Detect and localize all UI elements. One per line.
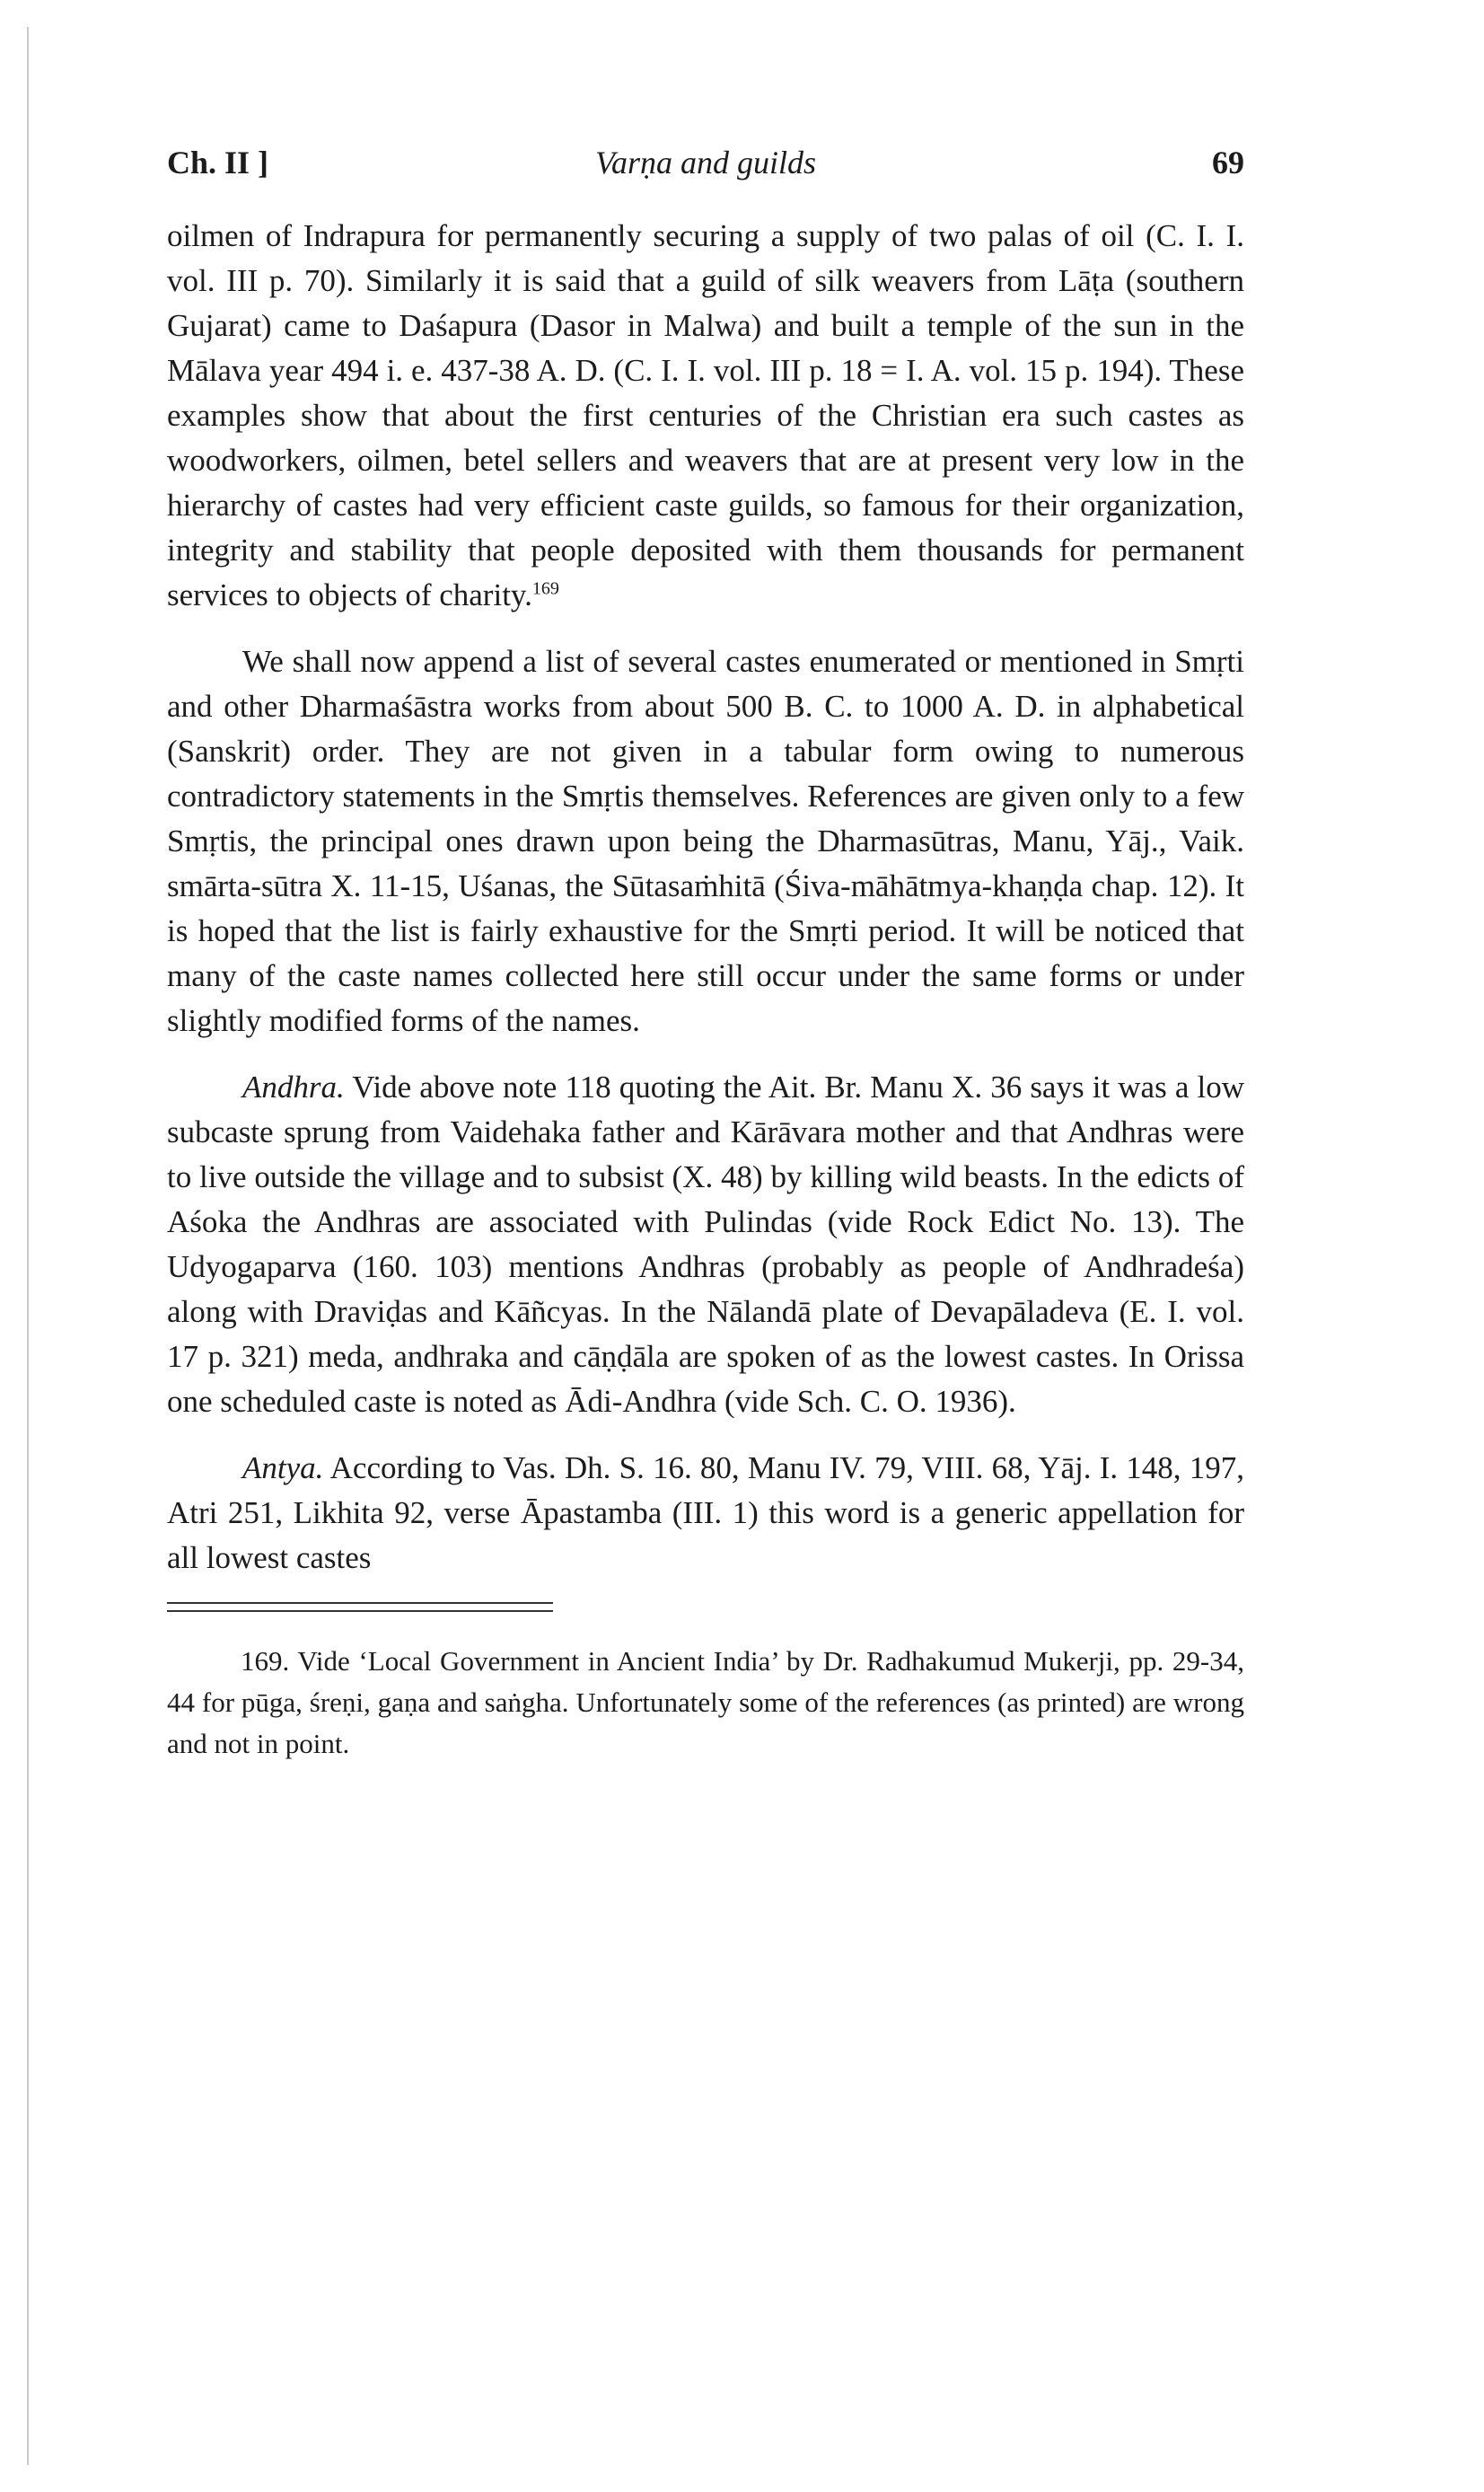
paragraph-continuation bbox=[167, 214, 1244, 618]
footnote-rule-top bbox=[167, 1602, 553, 1604]
paragraph-caste-list-intro bbox=[167, 639, 1244, 1043]
running-title: Varṇa and guilds bbox=[594, 145, 817, 181]
scan-margin-line bbox=[27, 27, 29, 2465]
footnote-reference: 169 bbox=[531, 578, 559, 599]
footnote-rule-bottom bbox=[167, 1610, 553, 1612]
paragraph-text: We shall now append a list of several castes enumerated or mentioned in Smṛti and other Dharmaśāstra works from about 500 B. C. to 1000 A. D. in alphabetical (Sanskrit) order. They are not given in a tabular form owing to numerous contradictory statements in the Smṛtis themselves. References are given only to a few Smṛtis, the principal ones drawn upon being the Dharmasūtras, Manu, Yāj., Vaik. smārta-sūtra X. 11-15, Uśanas, the Sūtasaṁhitā (Śiva-māhātmya-khaṇḍa chap. 12). It is hoped that the list is fairly exhaustive for the Smṛti period. It will be noticed that many of the caste names collected here still occur under the same forms or under slightly modified forms of the names. bbox=[167, 644, 1244, 1038]
entry-text: According to Vas. Dh. S. 16. 80, Manu IV. 79, VIII. 68, Yāj. I. 148, 197, Atri 251, Likhita 92, verse Āpastamba (III. 1) this word is a generic appellation for all lowest castes bbox=[167, 1450, 1244, 1575]
entry-andhra bbox=[167, 1065, 1244, 1424]
running-head bbox=[167, 144, 1244, 198]
book-page bbox=[167, 144, 1244, 1792]
entry-heading: Antya. bbox=[242, 1450, 324, 1485]
footnote-text: Vide ‘Local Government in Ancient India’ by Dr. Radhakumud Mukerji, pp. 29-34, 44 for pūga, śreṇi, gaṇa and saṅgha. Unfortunately some of the references (as printed) are wrong and not in point. bbox=[167, 1645, 1244, 1759]
entry-text: Vide above note 118 quoting the Ait. Br. Manu X. 36 says it was a low subcaste sprung from Vaidehaka father and Kārāvara mother and that Andhras were to live outside the village and to subsist (X. 48) by killing wild beasts. In the edicts of Aśoka the Andhras are associated with Pulindas (vide Rock Edict No. 13). The Udyogaparva (160. 103) mentions Andhras (probably as people of Andhradeśa) along with Draviḍas and Kāñcyas. In the Nālandā plate of Devapāladeva (E. I. vol. 17 p. 321) meda, andhraka and cāṇḍāla are spoken of as the lowest castes. In Orissa one scheduled caste is noted as Ādi-Andhra (vide Sch. C. O. 1936). bbox=[167, 1070, 1244, 1419]
page-number: 69 bbox=[1212, 145, 1244, 181]
paragraph-text: oilmen of Indrapura for permanently securing a supply of two palas of oil (C. I. I. vol. III p. 70). Similarly it is said that a guild of silk weavers from Lāṭa (southern Gujarat) came to Daśapura (Dasor in Malwa) and built a temple of the sun in the Mālava year 494 i. e. 437-38 A. D. (C. I. I. vol. III p. 18 = I. A. vol. 15 p. 194). These examples show that about the first centuries of the Christian era such castes as woodworkers, oilmen, betel sellers and weavers that are at present very low in the hierarchy of castes had very efficient caste guilds, so famous for their organization, integrity and stability that people deposited with them thousands for permanent services to objects of charity. bbox=[167, 218, 1244, 612]
body-text bbox=[167, 214, 1244, 1581]
entry-antya bbox=[167, 1446, 1244, 1581]
chapter-label: Ch. II ] bbox=[167, 145, 269, 181]
footnote-separator bbox=[167, 1602, 1244, 1612]
footnote-number: 169. bbox=[241, 1645, 290, 1677]
footnote bbox=[167, 1641, 1244, 1765]
entry-heading: Andhra. bbox=[242, 1070, 345, 1105]
